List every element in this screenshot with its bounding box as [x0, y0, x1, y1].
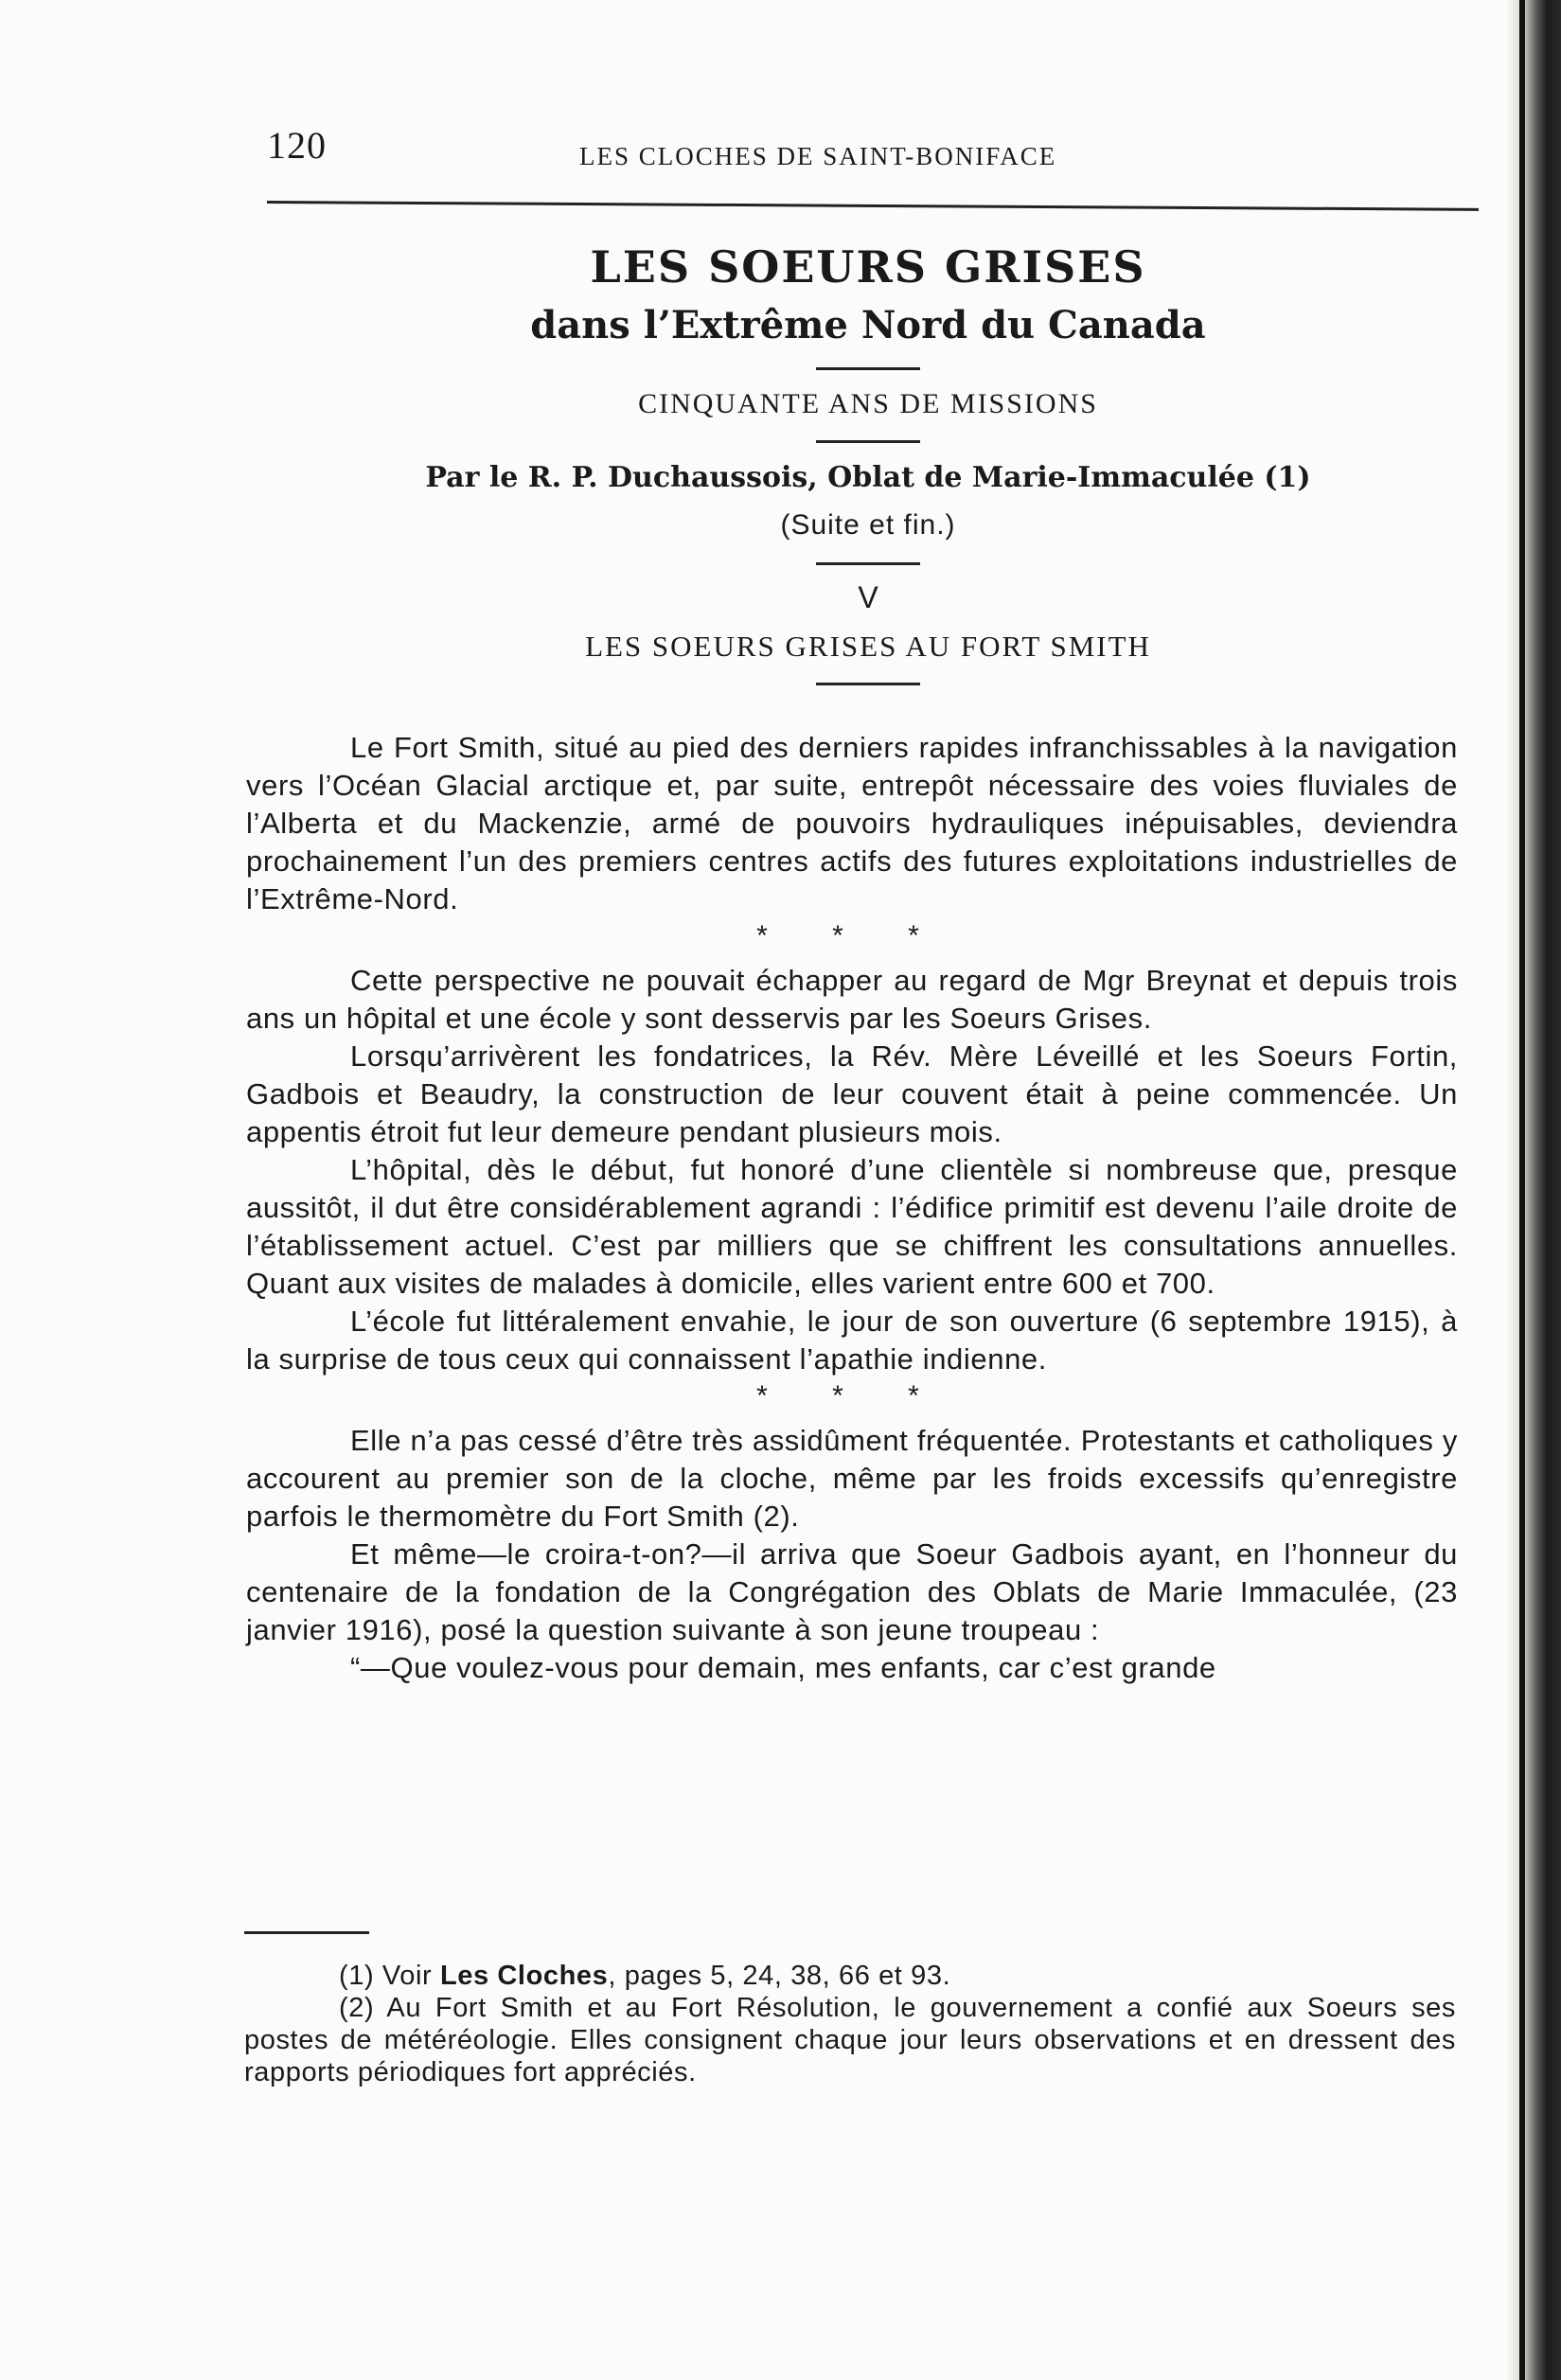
- running-title: LES CLOCHES DE SAINT-BONIFACE: [579, 142, 1057, 170]
- footnote-2: (2) Au Fort Smith et au Fort Résolution, le gouvernement a confié aux Soeurs ses postes de météréologie. Elles consignent chaque jour leurs observations et en dressent des rapports périodiques fort appréciés.: [244, 1993, 1456, 2087]
- body-paragraph: Elle n’a pas cessé d’être très assidûment fréquentée. Protestants et catholiques y accourent au premier son de la cloche, même par les froids excessifs qu’enregistre parfois le thermomètre du Fort Smith (2).: [246, 1424, 1458, 1533]
- footnote-1-publication: Les Cloches: [439, 1961, 609, 1991]
- article-subtitle: dans l’Extrême Nord du Canada: [530, 303, 1206, 347]
- article-body: [246, 729, 1458, 1687]
- chapter-rule-bottom: [816, 683, 920, 685]
- footnote-1-pages: , pages 5, 24, 38, 66 et 93.: [608, 1961, 951, 1991]
- chapter-number: V: [858, 580, 878, 614]
- author-byline: Par le R. P. Duchaussois, Oblat de Marie-Immaculée (1): [425, 461, 1311, 494]
- section-break-asterisks: * * *: [756, 1380, 948, 1412]
- page-number: 120: [267, 124, 327, 167]
- footnote-rule: [244, 1931, 369, 1934]
- series-title: CINQUANTE ANS DE MISSIONS: [638, 388, 1098, 419]
- header-rule: [267, 201, 1479, 211]
- series-rule: [816, 440, 920, 443]
- body-paragraph: Le Fort Smith, situé au pied des derniers rapides infranchissables à la navigation vers l’Océan Glacial arctique et, par suite, entrepôt nécessaire des voies fluviales de l’Alberta et du Mackenzie, armé de pouvoirs hydrauliques inépuisables, deviendra prochainement l’un des premiers centres actifs des futures exploitations industrielles de l’Extrême-Nord.: [246, 731, 1458, 915]
- footnote-1: [244, 1960, 1456, 1992]
- footnote-1-prefix: (1) Voir: [339, 1961, 440, 1991]
- body-paragraph: L’hôpital, dès le début, fut honoré d’une clientèle si nombreuse que, presque aussitôt, il dut être considérablement agrandi : l’édifice primitif est devenu l’aile droite de l’établissement actuel. C’est par milliers que se chiffrent les consultations annuelles. Quant aux visites de malades à domicile, elles varient entre 600 et 700.: [246, 1153, 1458, 1300]
- page-binding-shadow: [1519, 0, 1525, 2380]
- body-paragraph: Et même—le croira-t-on?—il arriva que Soeur Gadbois ayant, en l’honneur du centenaire de la fondation de la Congrégation des Oblats de Marie Immaculée, (23 janvier 1916), posé la question suivante à son jeune troupeau :: [246, 1537, 1458, 1646]
- body-paragraph: Cette perspective ne pouvait échapper au regard de Mgr Breynat et depuis trois ans un hôpital et une école y sont desservis par les Soeurs Grises.: [246, 964, 1458, 1035]
- running-head: [267, 123, 1488, 189]
- article-title-block: [267, 239, 1469, 699]
- article-title: LES SOEURS GRISES: [590, 241, 1146, 293]
- continuation-note: (Suite et fin.): [780, 509, 956, 541]
- body-paragraph: “—Que voulez-vous pour demain, mes enfants, car c’est grande: [350, 1651, 1216, 1684]
- chapter-title: LES SOEURS GRISES AU FORT SMITH: [585, 630, 1151, 663]
- footnotes: [244, 1960, 1456, 2088]
- section-break-asterisks: * * *: [756, 920, 948, 951]
- title-rule: [816, 367, 920, 370]
- chapter-rule-top: [816, 562, 920, 565]
- body-paragraph: Lorsqu’arrivèrent les fondatrices, la Rév. Mère Léveillé et les Soeurs Fortin, Gadbois et Beaudry, la construction de leur couvent était à peine commencée. Un appentis étroit fut leur demeure pendant plusieurs mois.: [246, 1039, 1458, 1148]
- page-binding-edge: [1506, 0, 1561, 2380]
- body-paragraph: L’école fut littéralement envahie, le jour de son ouverture (6 septembre 1915), à la surprise de tous ceux qui connaissent l’apathie indienne.: [246, 1305, 1458, 1376]
